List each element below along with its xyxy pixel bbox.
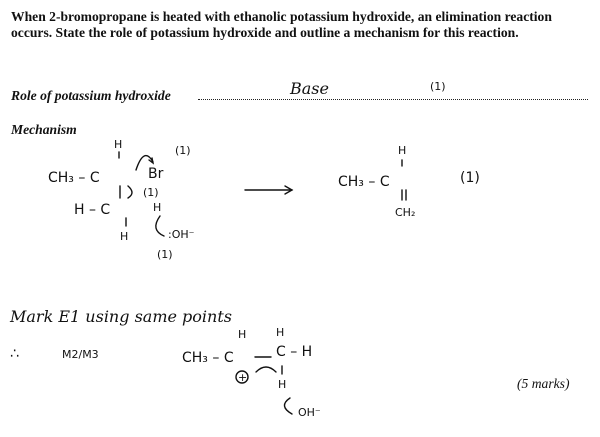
mark-3: (1) [157, 248, 173, 261]
m2-m3-note: M2/M3 [62, 348, 99, 361]
reactant-bottom-h: H [120, 230, 129, 243]
reactant-bottom-h-right: H [153, 201, 162, 214]
positive-charge: + [238, 371, 248, 384]
role-answer-text: Base [290, 79, 329, 98]
reactant-left: CH₃ – C [48, 170, 100, 186]
role-answer-mark: (1) [430, 80, 446, 93]
reactant-top-h: H [114, 138, 123, 151]
carbocation-h-bottom: H [278, 378, 287, 391]
curly-arrow-carbocation [256, 367, 276, 372]
mechanism-label: Mechanism [11, 122, 77, 137]
product-mark: (1) [460, 170, 480, 186]
question-text: When 2-bromopropane is heated with ethanolic potassium hydroxide, an elimination reaction occurs. State the role of potassium hydroxide and outline a mechanism for this reaction. [11, 9, 552, 41]
total-marks: (5 marks) [517, 376, 570, 391]
product-left: CH₃ – C [338, 174, 390, 190]
curly-arrow-oh [284, 398, 292, 414]
curly-arrow-bond [128, 186, 132, 198]
reactant-br: Br [148, 166, 164, 182]
carbocation-right: C – H [276, 344, 313, 360]
mark-2: (1) [143, 186, 159, 199]
product-top-h: H [398, 144, 407, 157]
hydroxide-ion: :OH⁻ [168, 228, 195, 241]
therefore-symbol: ∴ [10, 346, 19, 362]
carbocation-left: CH₃ – C [182, 350, 234, 366]
curly-arrow-oh [156, 216, 164, 236]
reactant-bottom-left: H – C [74, 202, 111, 218]
role-label: Role of potassium hydroxide [11, 88, 171, 103]
product-bottom: CH₂ [395, 206, 416, 219]
carbocation-h-top-2: H [276, 326, 285, 339]
examiner-note: Mark E1 using same points [10, 307, 232, 326]
carbocation-h-top-1: H [238, 328, 247, 341]
hydroxide-note: OH⁻ [298, 406, 321, 419]
mark-1: (1) [175, 144, 191, 157]
